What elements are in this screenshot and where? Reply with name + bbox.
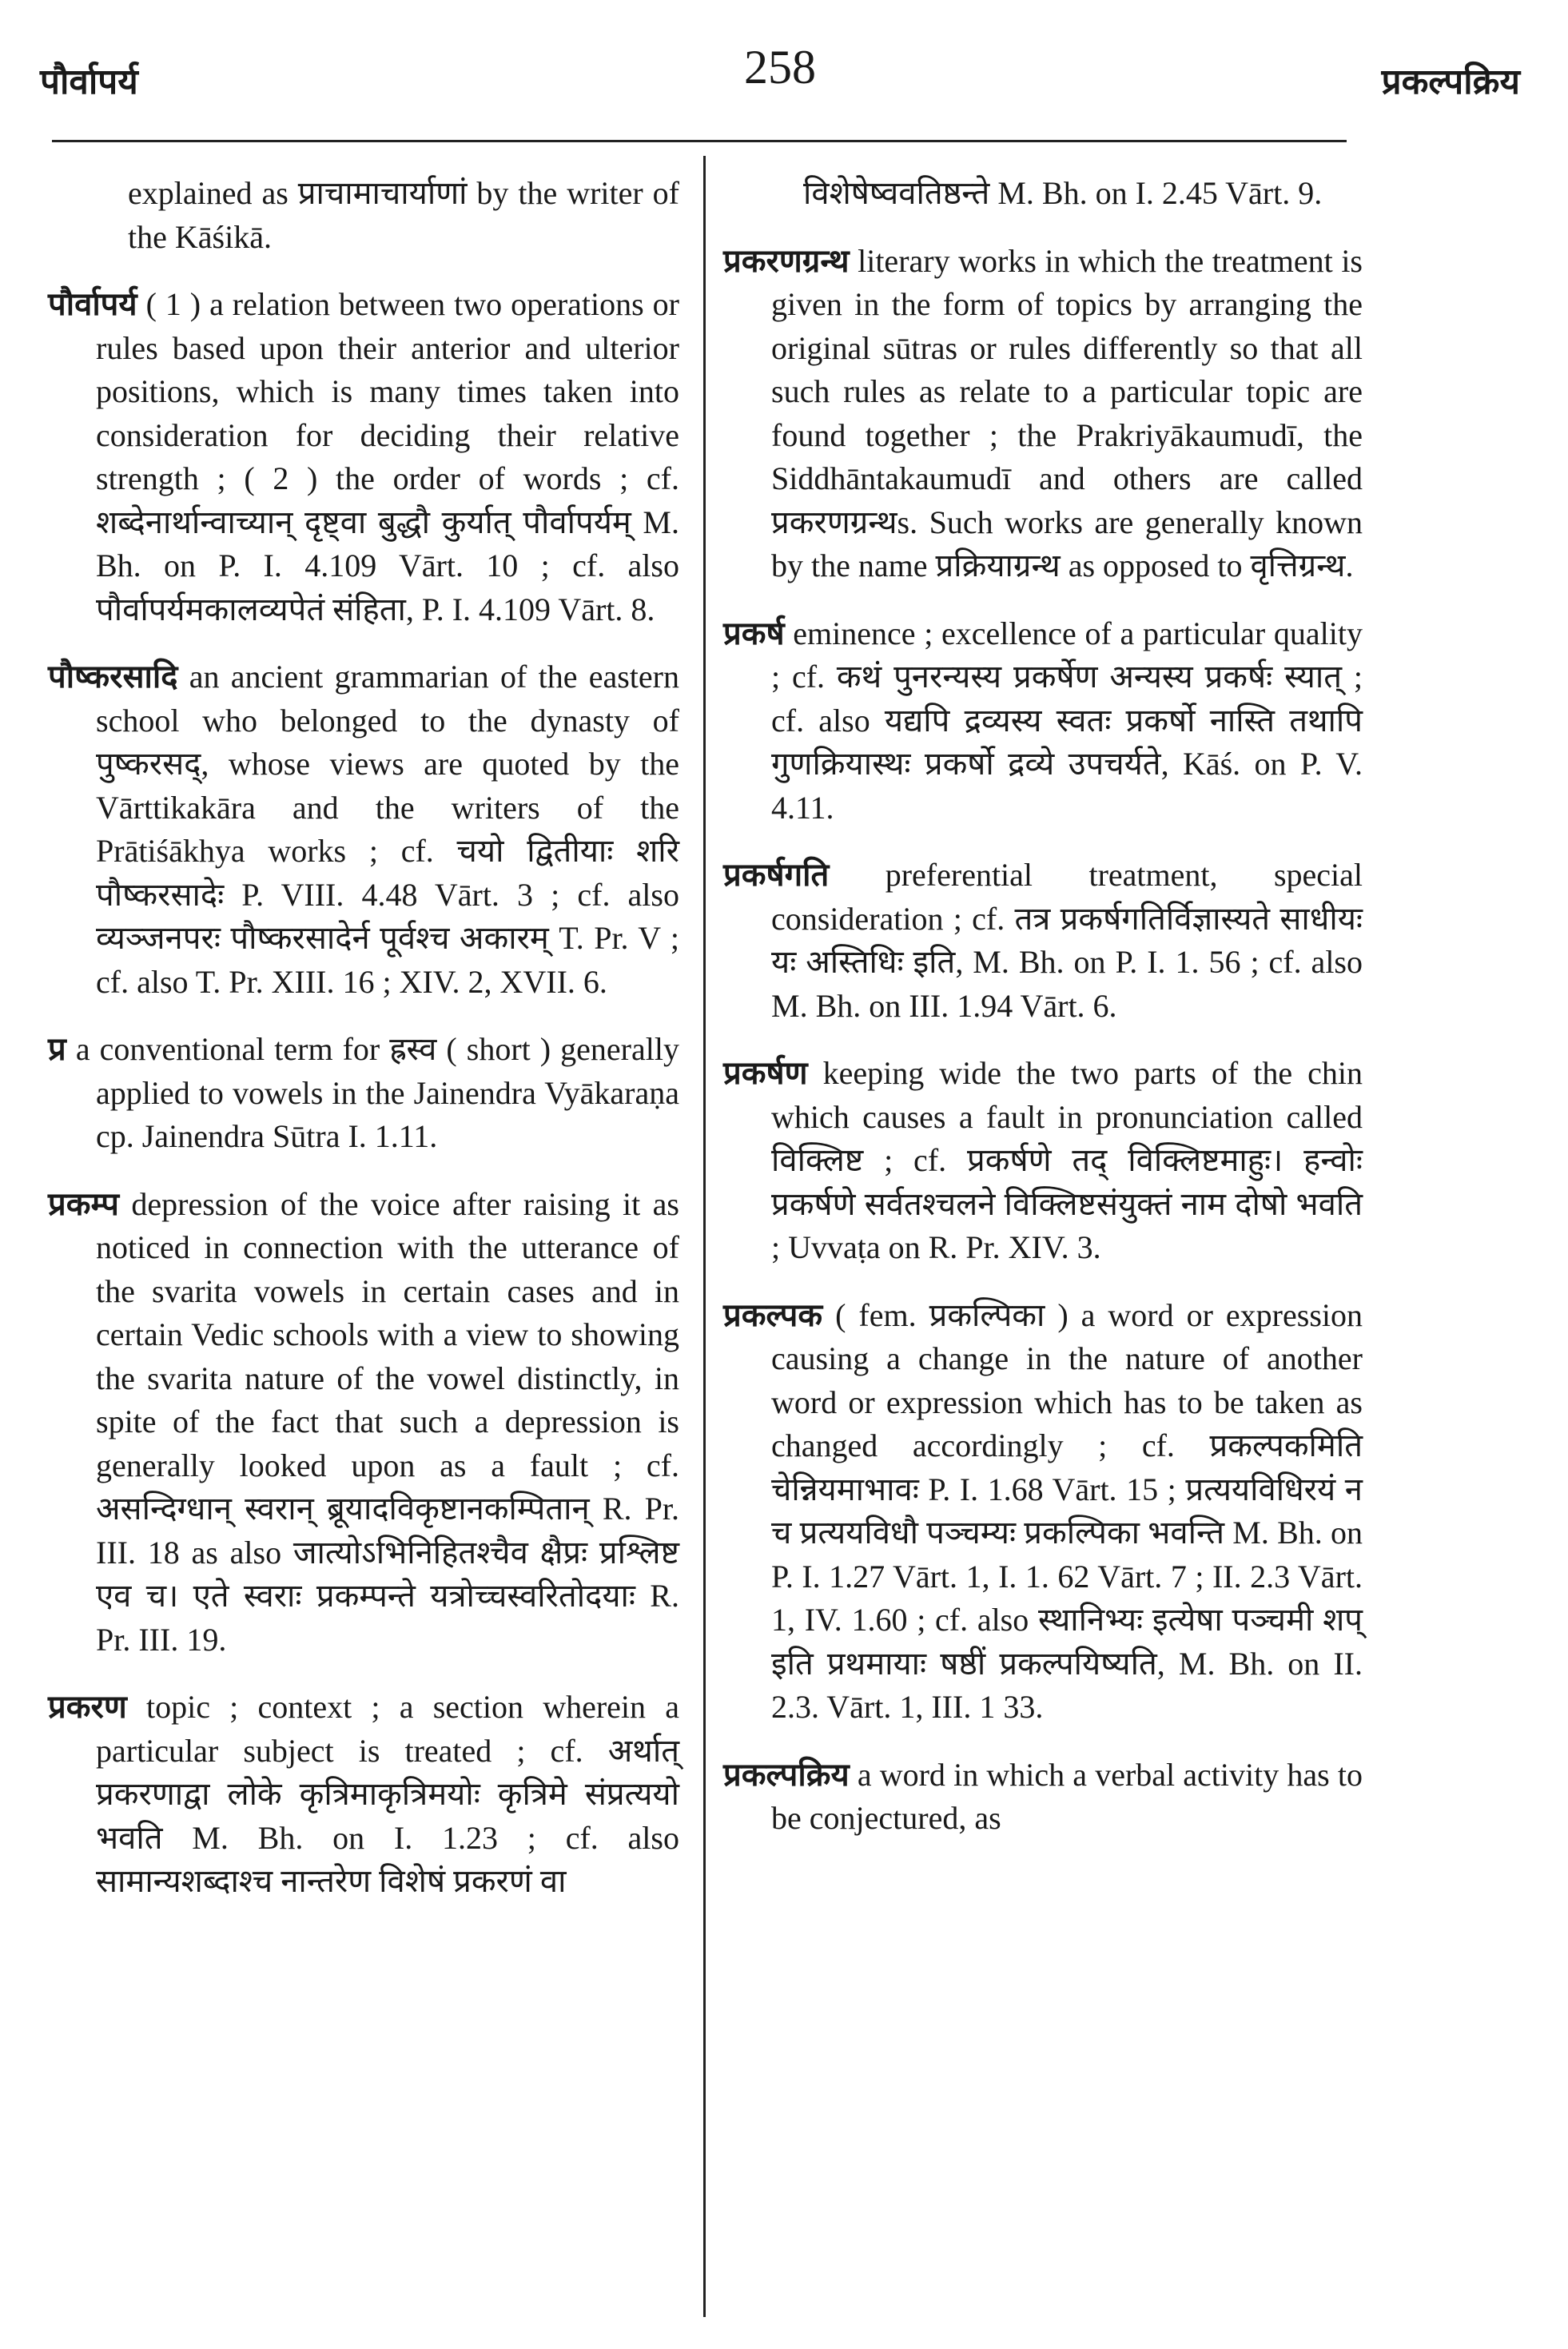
entry-headword: पौर्वापर्य <box>48 286 146 322</box>
dictionary-entry <box>48 283 679 631</box>
entry-headword: प्रकल्पक्रिय <box>723 1756 858 1793</box>
entry-text: depression of the voice after raising it as noticed in connection with the utterance of the svarita vowels in certain cases and in certain Vedic schools with a view to showing the svarita nature of the vowel distinctly, in spite of the fact that such a depression is generally looked upon as a fault ; cf. असन्दिग्धान् स्वरान् ब्रूयादविकृष्टानकम्पितान् R. Pr. III. 18 as also जात्योऽभिनिहितश्चैव क्षैप्रः प्रश्लिष्ट एव च। एते स्वराः प्रकम्पन्ते यत्रोच्चस्वरितोदयाः R. Pr. III. 19. <box>96 1185 679 1658</box>
entry-text: an ancient grammarian of the eastern school who belonged to the dynasty of पुष्करसद्, whose views are quoted by the Vārttikakāra and the writers of the Prātiśākhya works ; cf. चयो द्वितीयाः शरि पौष्करसादेः P. VIII. 4.48 Vārt. 3 ; cf. also व्यञ्जनपरः पौष्करसादेर्न पूर्वश्च अकारम् T. Pr. V ; cf. also T. Pr. XIII. 16 ; XIV. 2, XVII. 6. <box>96 659 679 1000</box>
entry-headword: प्रकरणग्रन्थ <box>723 242 858 279</box>
dictionary-entry <box>48 1686 679 1904</box>
entry-text: ( fem. प्रकल्पिका ) a word or expression causing a change in the nature of another word or expression which has to be taken as changed accordingly ; cf. प्रकल्पकमिति चेन्नियमाभावः P. I. 1.68 Vārt. 15 ; प्रत्ययविधिरयं न च प्रत्ययविधौ पञ्चम्यः प्रकल्पिका भवन्ति M. Bh. on P. I. 1.27 Vārt. 1, I. 1. 62 Vārt. 7 ; II. 2.3 Vārt. 1, IV. 1.60 ; cf. also स्थानिभ्यः इत्येषा पञ्चमी शप् इति प्रथमायाः षष्ठीं प्रकल्पयिष्यति, M. Bh. on II. 2.3. Vārt. 1, III. 1 33. <box>771 1296 1363 1725</box>
entry-text: preferential treatment, special consideration ; cf. तत्र प्रकर्षगतिर्विज्ञास्यते साधीयः यः अस्तिधिः इति, M. Bh. on P. I. 1. 56 ; cf. also M. Bh. on III. 1.94 Vārt. 6. <box>771 857 1363 1024</box>
dictionary-entry <box>723 172 1363 216</box>
entry-text: explained as प्राचामाचार्याणां by the writer of the Kāśikā. <box>128 175 679 255</box>
entry-headword: प्रकल्पक <box>723 1296 836 1333</box>
entry-text: topic ; context ; a section wherein a particular subject is treated ; cf. अर्थात् प्रकरणाद्वा लोके कृत्रिमाकृत्रिमयोः कृत्रिमे संप्रत्ययो भवति M. Bh. on I. 1.23 ; cf. also सामान्यशब्दाश्च नान्तरेण विशेषं प्रकरणं वा <box>96 1689 679 1899</box>
entry-text: ( 1 ) a relation between two operations or rules based upon their anterior and ulterior positions, which is many times taken into consideration for deciding their relative strength ; ( 2 ) the order of words ; cf. शब्देनार्थान्वाच्यान् दृष्ट्वा बुद्धौ कुर्यात् पौर्वापर्यम् M. Bh. on P. I. 4.109 Vārt. 10 ; cf. also पौर्वापर्यमकालव्यपेतं संहिता, P. I. 4.109 Vārt. 8. <box>96 286 679 627</box>
entry-headword: प्रकम्प <box>48 1185 132 1222</box>
dictionary-entry <box>48 655 679 1004</box>
dictionary-entry <box>48 172 679 259</box>
header-right-guide-word: प्रकल्पक्रिय <box>1381 62 1520 102</box>
dictionary-entry <box>48 1183 679 1662</box>
page-number: 258 <box>744 41 816 94</box>
header-left-guide-word: पौर्वापर्य <box>40 62 138 102</box>
entry-text: a conventional term for ह्रस्व ( short ) generally applied to vowels in the Jainendra Vyākaraṇa cp. Jainendra Sūtra I. 1.11. <box>75 1031 679 1154</box>
entry-headword: प्रकरण <box>48 1689 146 1725</box>
entry-headword: पौष्करसादि <box>48 659 189 695</box>
dictionary-entry <box>723 612 1363 830</box>
entry-text: a word in which a verbal activity has to be conjectured, as <box>771 1756 1363 1836</box>
page-header <box>40 32 1520 128</box>
entry-text: keeping wide the two parts of the chin which causes a fault in pronunciation called विक्लिष्ट ; cf. प्रकर्षणे तद् विक्लिष्टमाहुः। हन्वोः प्रकर्षणे सर्वतश्चलने विक्लिष्टसंयुक्तं नाम दोषो भवति ; Uvvaṭa on R. Pr. XIV. 3. <box>771 1055 1363 1265</box>
entry-headword: प्रकर्षण <box>723 1055 823 1091</box>
dictionary-entry <box>723 1754 1363 1841</box>
right-column <box>723 172 1363 2333</box>
dictionary-entry <box>48 1028 679 1159</box>
entry-text: literary works in which the treatment is given in the form of topics by arranging the original sūtras or rules differently so that all such rules as relate to a particular topic are found together ; the Prakriyākaumudī, the Siddhāntakaumudī and others are called प्रकरणग्रन्थs. Such works are generally known by the name प्रक्रियाग्रन्थ as opposed to वृत्तिग्रन्थ. <box>771 242 1363 583</box>
entry-text: eminence ; excellence of a particular quality ; cf. कथं पुनरन्यस्य प्रकर्षेण अन्यस्य प्रकर्षः स्यात् ; cf. also यद्यपि द्रव्यस्य स्वतः प्रकर्षो नास्ति तथापि गुणक्रियास्थः प्रकर्षो द्रव्ये उपचर्यते, Kāś. on P. V. 4.11. <box>771 615 1363 826</box>
dictionary-entry <box>723 1294 1363 1730</box>
entry-headword: प्रकर्षगति <box>723 857 885 893</box>
entry-text: विशेषेष्ववतिष्ठन्ते M. Bh. on I. 2.45 Vārt. 9. <box>803 175 1323 211</box>
header-rule <box>52 140 1347 142</box>
dictionary-entry <box>723 240 1363 588</box>
dictionary-entry <box>723 1052 1363 1270</box>
column-divider <box>703 156 706 2317</box>
left-column <box>48 172 679 2333</box>
dictionary-entry <box>723 854 1363 1028</box>
entry-headword: प्र <box>48 1031 76 1067</box>
entry-headword: प्रकर्ष <box>723 615 794 651</box>
